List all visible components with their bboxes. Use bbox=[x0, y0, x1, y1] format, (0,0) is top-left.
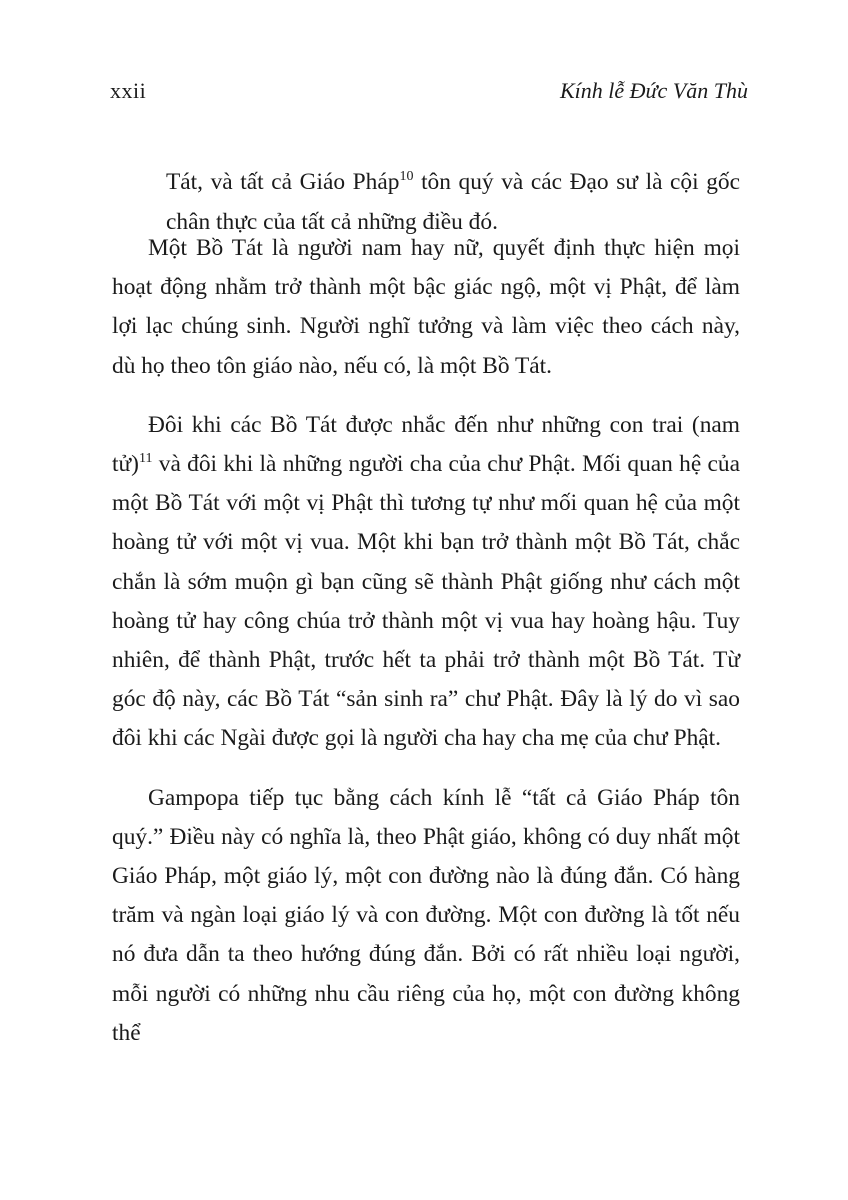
paragraph-text: Một Bồ Tát là người nam hay nữ, quyết định thực hiện mọi hoạt động nhằm trở thành một bậc giác ngộ, một vị Phật, để làm lợi lạc chúng sinh. Người nghĩ tưởng và làm việc theo cách này, dù họ theo tôn giáo nào, nếu có, là một Bồ Tát. bbox=[112, 235, 740, 379]
footnote-marker-10[interactable]: 10 bbox=[399, 169, 414, 185]
running-title: Kính lễ Đức Văn Thù bbox=[560, 78, 748, 103]
main-text bbox=[112, 229, 740, 1053]
paragraph-text-start: Đôi khi các Bồ Tát được nhắc đến như những con trai (nam tử) bbox=[112, 411, 740, 478]
continued-text-end: tôn quý và các Đạo sư là cội gốc chân thực của tất cả những điều đó. bbox=[166, 169, 740, 235]
page-number: xxii bbox=[110, 78, 147, 103]
paragraph-bodhisattva-definition bbox=[112, 229, 740, 386]
page-header bbox=[110, 78, 748, 114]
paragraph-gampopa-dharma bbox=[112, 779, 740, 1053]
continued-text-start: Tát, và tất cả Giáo Pháp bbox=[166, 169, 400, 196]
paragraph-text: Gampopa tiếp tục bằng cách kính lễ “tất cả Giáo Pháp tôn quý.” Điều này có nghĩa là, theo Phật giáo, không có duy nhất một Giáo Pháp, một giáo lý, một con đường nào là đúng đắn. Có hàng trăm và ngàn loại giáo lý và con đường. Một con đường là tốt nếu nó đưa dẫn ta theo hướng đúng đắn. Bởi có rất nhiều loại người, mỗi người có những nhu cầu riêng của họ, một con đường không thể bbox=[112, 784, 740, 1046]
paragraph-text-end: và đôi khi là những người cha của chư Phật. Mối quan hệ của một Bồ Tát với một vị Phật thì tương tự như mối quan hệ của một hoàng tử với một vị vua. Một khi bạn trở thành một Bồ Tát, chắc chắn là sớm muộn gì bạn cũng sẽ thành Phật giống như cách một hoàng tử hay công chúa trở thành một vị vua hay hoàng hậu. Tuy nhiên, để thành Phật, trước hết ta phải trở thành một Bồ Tát. Từ góc độ này, các Bồ Tát “sản sinh ra” chư Phật. Đây là lý do vì sao đôi khi các Ngài được gọi là người cha hay cha mẹ của chư Phật. bbox=[112, 451, 740, 752]
footnote-marker-11[interactable]: 11 bbox=[138, 451, 153, 467]
paragraph-bodhisattva-sons bbox=[112, 406, 740, 759]
